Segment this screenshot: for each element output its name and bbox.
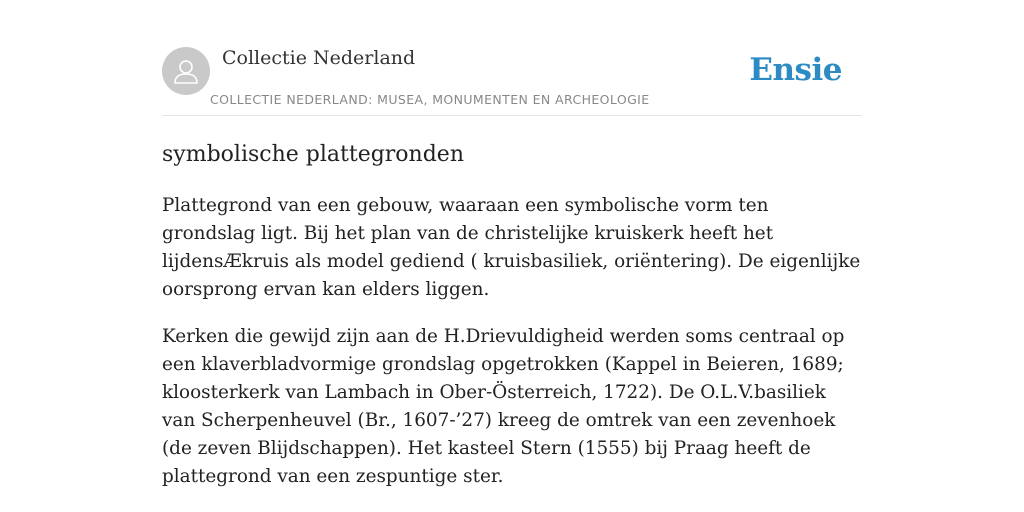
article-paragraph: Plattegrond van een gebouw, waaraan een symbolische vorm ten grondslag ligt. Bij het plan van de christelijke kruiskerk heeft het lijdensÆkruis als model gediend ( kruisbasiliek, oriëntering). De eigenlijke oorsprong ervan kan elders liggen. xyxy=(162,195,861,300)
page-title: symbolische plattegronden xyxy=(162,142,464,167)
brand-logo-link[interactable]: Ensie xyxy=(749,52,842,88)
user-icon xyxy=(171,56,201,86)
article-body xyxy=(162,192,862,510)
source-name-link[interactable]: Collectie Nederland xyxy=(222,47,416,69)
article-paragraph: Kerken die gewijd zijn aan de H.Drievuldigheid werden soms centraal op een klaverbladvormige grondslag opgetrokken (Kappel in Beieren, 1689; kloosterkerk van Lambach in Ober-Österreich, 1722). De O.L.V.basiliek van Scherpenheuvel (Br., 1607-’27) kreeg de omtrek van een zevenhoek (de zeven Blijdschappen). Het kasteel Stern (1555) bij Praag heeft de plattegrond van een zespuntige ster. xyxy=(162,326,845,487)
source-subtitle: COLLECTIE NEDERLAND: MUSEA, MONUMENTEN EN ARCHEOLOGIE xyxy=(210,92,650,107)
source-header xyxy=(162,0,862,116)
source-avatar[interactable] xyxy=(162,47,210,95)
page-container xyxy=(162,0,862,487)
